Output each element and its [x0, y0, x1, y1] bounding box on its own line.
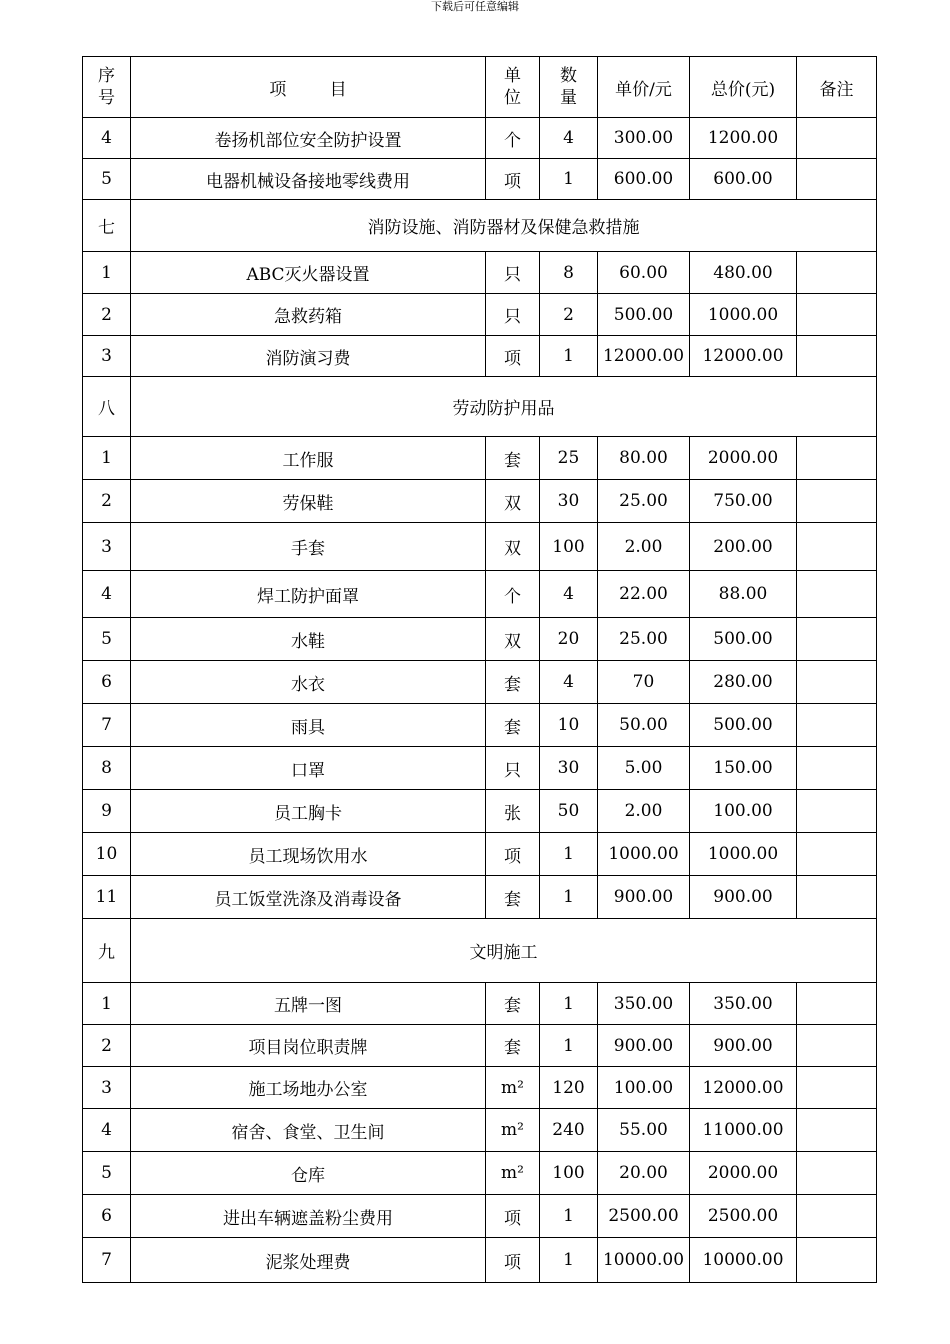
row-total: 350.00: [690, 983, 797, 1025]
row-item-name: 进出车辆遮盖粉尘费用: [131, 1195, 486, 1238]
row-remark: [797, 437, 877, 480]
table-row: [83, 790, 877, 833]
row-remark: [797, 118, 877, 159]
table-row: [83, 159, 877, 200]
row-unit: m²: [486, 1067, 540, 1109]
row-item-name: 口罩: [131, 747, 486, 790]
row-item-name: 员工饭堂洗涤及消毒设备: [131, 876, 486, 919]
table-row: [83, 876, 877, 919]
row-qty: 4: [540, 661, 598, 704]
row-unit-price: 300.00: [598, 118, 690, 159]
row-item-name: 雨具: [131, 704, 486, 747]
header-remark: 备注: [797, 57, 877, 118]
row-remark: [797, 159, 877, 200]
row-unit-price: 1000.00: [598, 833, 690, 876]
row-item-name: 水衣: [131, 661, 486, 704]
header-seq: 序 号: [83, 57, 131, 118]
row-remark: [797, 833, 877, 876]
row-seq: 8: [83, 747, 131, 790]
row-unit: 套: [486, 437, 540, 480]
row-seq: 3: [83, 1067, 131, 1109]
row-item-name: 员工现场饮用水: [131, 833, 486, 876]
row-unit: 套: [486, 661, 540, 704]
row-unit: 双: [486, 618, 540, 661]
row-remark: [797, 618, 877, 661]
section-title: 劳动防护用品: [131, 377, 877, 437]
row-total: 2000.00: [690, 437, 797, 480]
row-remark: [797, 252, 877, 294]
row-seq: 2: [83, 1025, 131, 1067]
row-remark: [797, 661, 877, 704]
row-unit: m²: [486, 1152, 540, 1195]
row-seq: 5: [83, 159, 131, 200]
header-item: 项 目: [131, 57, 486, 118]
row-qty: 1: [540, 336, 598, 377]
row-item-name: 水鞋: [131, 618, 486, 661]
row-item-name: 劳保鞋: [131, 480, 486, 523]
row-unit: 项: [486, 159, 540, 200]
row-qty: 10: [540, 704, 598, 747]
table-row: [83, 437, 877, 480]
table-row: [83, 336, 877, 377]
row-unit-price: 600.00: [598, 159, 690, 200]
table-header-row: [83, 57, 877, 118]
row-unit-price: 60.00: [598, 252, 690, 294]
row-seq: 2: [83, 294, 131, 336]
row-unit-price: 2.00: [598, 523, 690, 571]
row-qty: 100: [540, 1152, 598, 1195]
row-item-name: 施工场地办公室: [131, 1067, 486, 1109]
section-number: 八: [83, 377, 131, 437]
row-qty: 1: [540, 1238, 598, 1283]
row-item-name: 工作服: [131, 437, 486, 480]
row-remark: [797, 876, 877, 919]
row-remark: [797, 571, 877, 618]
row-unit: 套: [486, 983, 540, 1025]
row-total: 600.00: [690, 159, 797, 200]
row-unit-price: 900.00: [598, 876, 690, 919]
row-seq: 6: [83, 1195, 131, 1238]
row-item-name: 仓库: [131, 1152, 486, 1195]
row-remark: [797, 523, 877, 571]
row-unit-price: 2500.00: [598, 1195, 690, 1238]
row-seq: 11: [83, 876, 131, 919]
table-row: [83, 1195, 877, 1238]
row-item-name: 宿舍、食堂、卫生间: [131, 1109, 486, 1152]
row-qty: 20: [540, 618, 598, 661]
row-qty: 1: [540, 1025, 598, 1067]
row-unit-price: 50.00: [598, 704, 690, 747]
row-item-name: 焊工防护面罩: [131, 571, 486, 618]
section-row: [83, 919, 877, 983]
row-total: 750.00: [690, 480, 797, 523]
row-qty: 1: [540, 983, 598, 1025]
row-total: 2000.00: [690, 1152, 797, 1195]
row-item-name: 消防演习费: [131, 336, 486, 377]
row-total: 12000.00: [690, 1067, 797, 1109]
row-seq: 5: [83, 1152, 131, 1195]
table-row: [83, 1238, 877, 1283]
row-total: 100.00: [690, 790, 797, 833]
row-total: 88.00: [690, 571, 797, 618]
row-qty: 30: [540, 480, 598, 523]
row-qty: 50: [540, 790, 598, 833]
row-total: 900.00: [690, 876, 797, 919]
row-remark: [797, 790, 877, 833]
row-unit: m²: [486, 1109, 540, 1152]
row-unit-price: 900.00: [598, 1025, 690, 1067]
row-seq: 3: [83, 523, 131, 571]
row-qty: 1: [540, 876, 598, 919]
table-row: [83, 294, 877, 336]
table-row: [83, 571, 877, 618]
row-qty: 4: [540, 118, 598, 159]
row-item-name: 员工胸卡: [131, 790, 486, 833]
table-row: [83, 252, 877, 294]
row-unit: 套: [486, 876, 540, 919]
row-unit-price: 25.00: [598, 618, 690, 661]
row-item-name: 卷扬机部位安全防护设置: [131, 118, 486, 159]
section-number: 九: [83, 919, 131, 983]
table-row: [83, 1152, 877, 1195]
row-item-name: 电器机械设备接地零线费用: [131, 159, 486, 200]
table-row: [83, 118, 877, 159]
table-row: [83, 618, 877, 661]
row-unit-price: 25.00: [598, 480, 690, 523]
row-total: 10000.00: [690, 1238, 797, 1283]
row-item-name: 急救药箱: [131, 294, 486, 336]
table-body: [83, 118, 877, 1283]
row-total: 480.00: [690, 252, 797, 294]
table-row: [83, 661, 877, 704]
table-row: [83, 833, 877, 876]
row-total: 900.00: [690, 1025, 797, 1067]
row-unit: 项: [486, 336, 540, 377]
table-row: [83, 1109, 877, 1152]
row-seq: 3: [83, 336, 131, 377]
row-seq: 7: [83, 1238, 131, 1283]
row-remark: [797, 1238, 877, 1283]
header-qty: 数 量: [540, 57, 598, 118]
row-qty: 30: [540, 747, 598, 790]
section-row: [83, 200, 877, 252]
table-row: [83, 1025, 877, 1067]
row-unit: 套: [486, 704, 540, 747]
header-total: 总价(元): [690, 57, 797, 118]
row-remark: [797, 294, 877, 336]
row-total: 200.00: [690, 523, 797, 571]
cost-table: [82, 56, 877, 1283]
section-title: 文明施工: [131, 919, 877, 983]
row-unit-price: 70: [598, 661, 690, 704]
row-item-name: 泥浆处理费: [131, 1238, 486, 1283]
row-unit-price: 5.00: [598, 747, 690, 790]
row-total: 1000.00: [690, 833, 797, 876]
row-item-name: 项目岗位职责牌: [131, 1025, 486, 1067]
row-item-name: ABC灭火器设置: [131, 252, 486, 294]
row-seq: 6: [83, 661, 131, 704]
table-row: [83, 523, 877, 571]
page-top-note: 下载后可任意编辑: [431, 0, 519, 13]
row-seq: 2: [83, 480, 131, 523]
row-total: 12000.00: [690, 336, 797, 377]
table-row: [83, 747, 877, 790]
row-unit-price: 500.00: [598, 294, 690, 336]
row-qty: 120: [540, 1067, 598, 1109]
header-unit-price: 单价/元: [598, 57, 690, 118]
row-unit: 只: [486, 252, 540, 294]
row-qty: 4: [540, 571, 598, 618]
table-row: [83, 1067, 877, 1109]
row-seq: 7: [83, 704, 131, 747]
row-seq: 5: [83, 618, 131, 661]
row-unit-price: 12000.00: [598, 336, 690, 377]
row-remark: [797, 1067, 877, 1109]
table-row: [83, 983, 877, 1025]
row-seq: 1: [83, 252, 131, 294]
row-unit: 只: [486, 294, 540, 336]
row-qty: 25: [540, 437, 598, 480]
section-row: [83, 377, 877, 437]
row-unit-price: 10000.00: [598, 1238, 690, 1283]
row-remark: [797, 1109, 877, 1152]
row-unit-price: 350.00: [598, 983, 690, 1025]
row-total: 150.00: [690, 747, 797, 790]
row-remark: [797, 704, 877, 747]
row-seq: 4: [83, 118, 131, 159]
row-qty: 240: [540, 1109, 598, 1152]
row-seq: 4: [83, 571, 131, 618]
row-remark: [797, 480, 877, 523]
row-remark: [797, 1152, 877, 1195]
row-seq: 1: [83, 437, 131, 480]
row-unit: 个: [486, 118, 540, 159]
row-qty: 1: [540, 833, 598, 876]
row-unit-price: 20.00: [598, 1152, 690, 1195]
row-seq: 9: [83, 790, 131, 833]
section-title: 消防设施、消防器材及保健急救措施: [131, 200, 877, 252]
table-row: [83, 704, 877, 747]
row-remark: [797, 747, 877, 790]
row-qty: 100: [540, 523, 598, 571]
row-seq: 1: [83, 983, 131, 1025]
row-unit: 双: [486, 523, 540, 571]
row-total: 280.00: [690, 661, 797, 704]
row-unit-price: 55.00: [598, 1109, 690, 1152]
row-unit-price: 80.00: [598, 437, 690, 480]
row-unit: 项: [486, 1195, 540, 1238]
row-unit: 双: [486, 480, 540, 523]
row-seq: 10: [83, 833, 131, 876]
row-total: 500.00: [690, 618, 797, 661]
table-row: [83, 480, 877, 523]
row-total: 11000.00: [690, 1109, 797, 1152]
row-unit-price: 22.00: [598, 571, 690, 618]
row-unit-price: 100.00: [598, 1067, 690, 1109]
row-total: 1200.00: [690, 118, 797, 159]
row-qty: 2: [540, 294, 598, 336]
row-unit: 套: [486, 1025, 540, 1067]
row-total: 1000.00: [690, 294, 797, 336]
row-item-name: 手套: [131, 523, 486, 571]
row-unit: 项: [486, 833, 540, 876]
row-unit: 张: [486, 790, 540, 833]
header-unit: 单 位: [486, 57, 540, 118]
row-unit: 只: [486, 747, 540, 790]
row-unit: 个: [486, 571, 540, 618]
row-unit-price: 2.00: [598, 790, 690, 833]
row-unit: 项: [486, 1238, 540, 1283]
row-remark: [797, 336, 877, 377]
section-number: 七: [83, 200, 131, 252]
row-item-name: 五牌一图: [131, 983, 486, 1025]
row-total: 500.00: [690, 704, 797, 747]
row-qty: 1: [540, 159, 598, 200]
row-seq: 4: [83, 1109, 131, 1152]
row-remark: [797, 1195, 877, 1238]
row-qty: 8: [540, 252, 598, 294]
row-remark: [797, 983, 877, 1025]
row-remark: [797, 1025, 877, 1067]
row-qty: 1: [540, 1195, 598, 1238]
row-total: 2500.00: [690, 1195, 797, 1238]
